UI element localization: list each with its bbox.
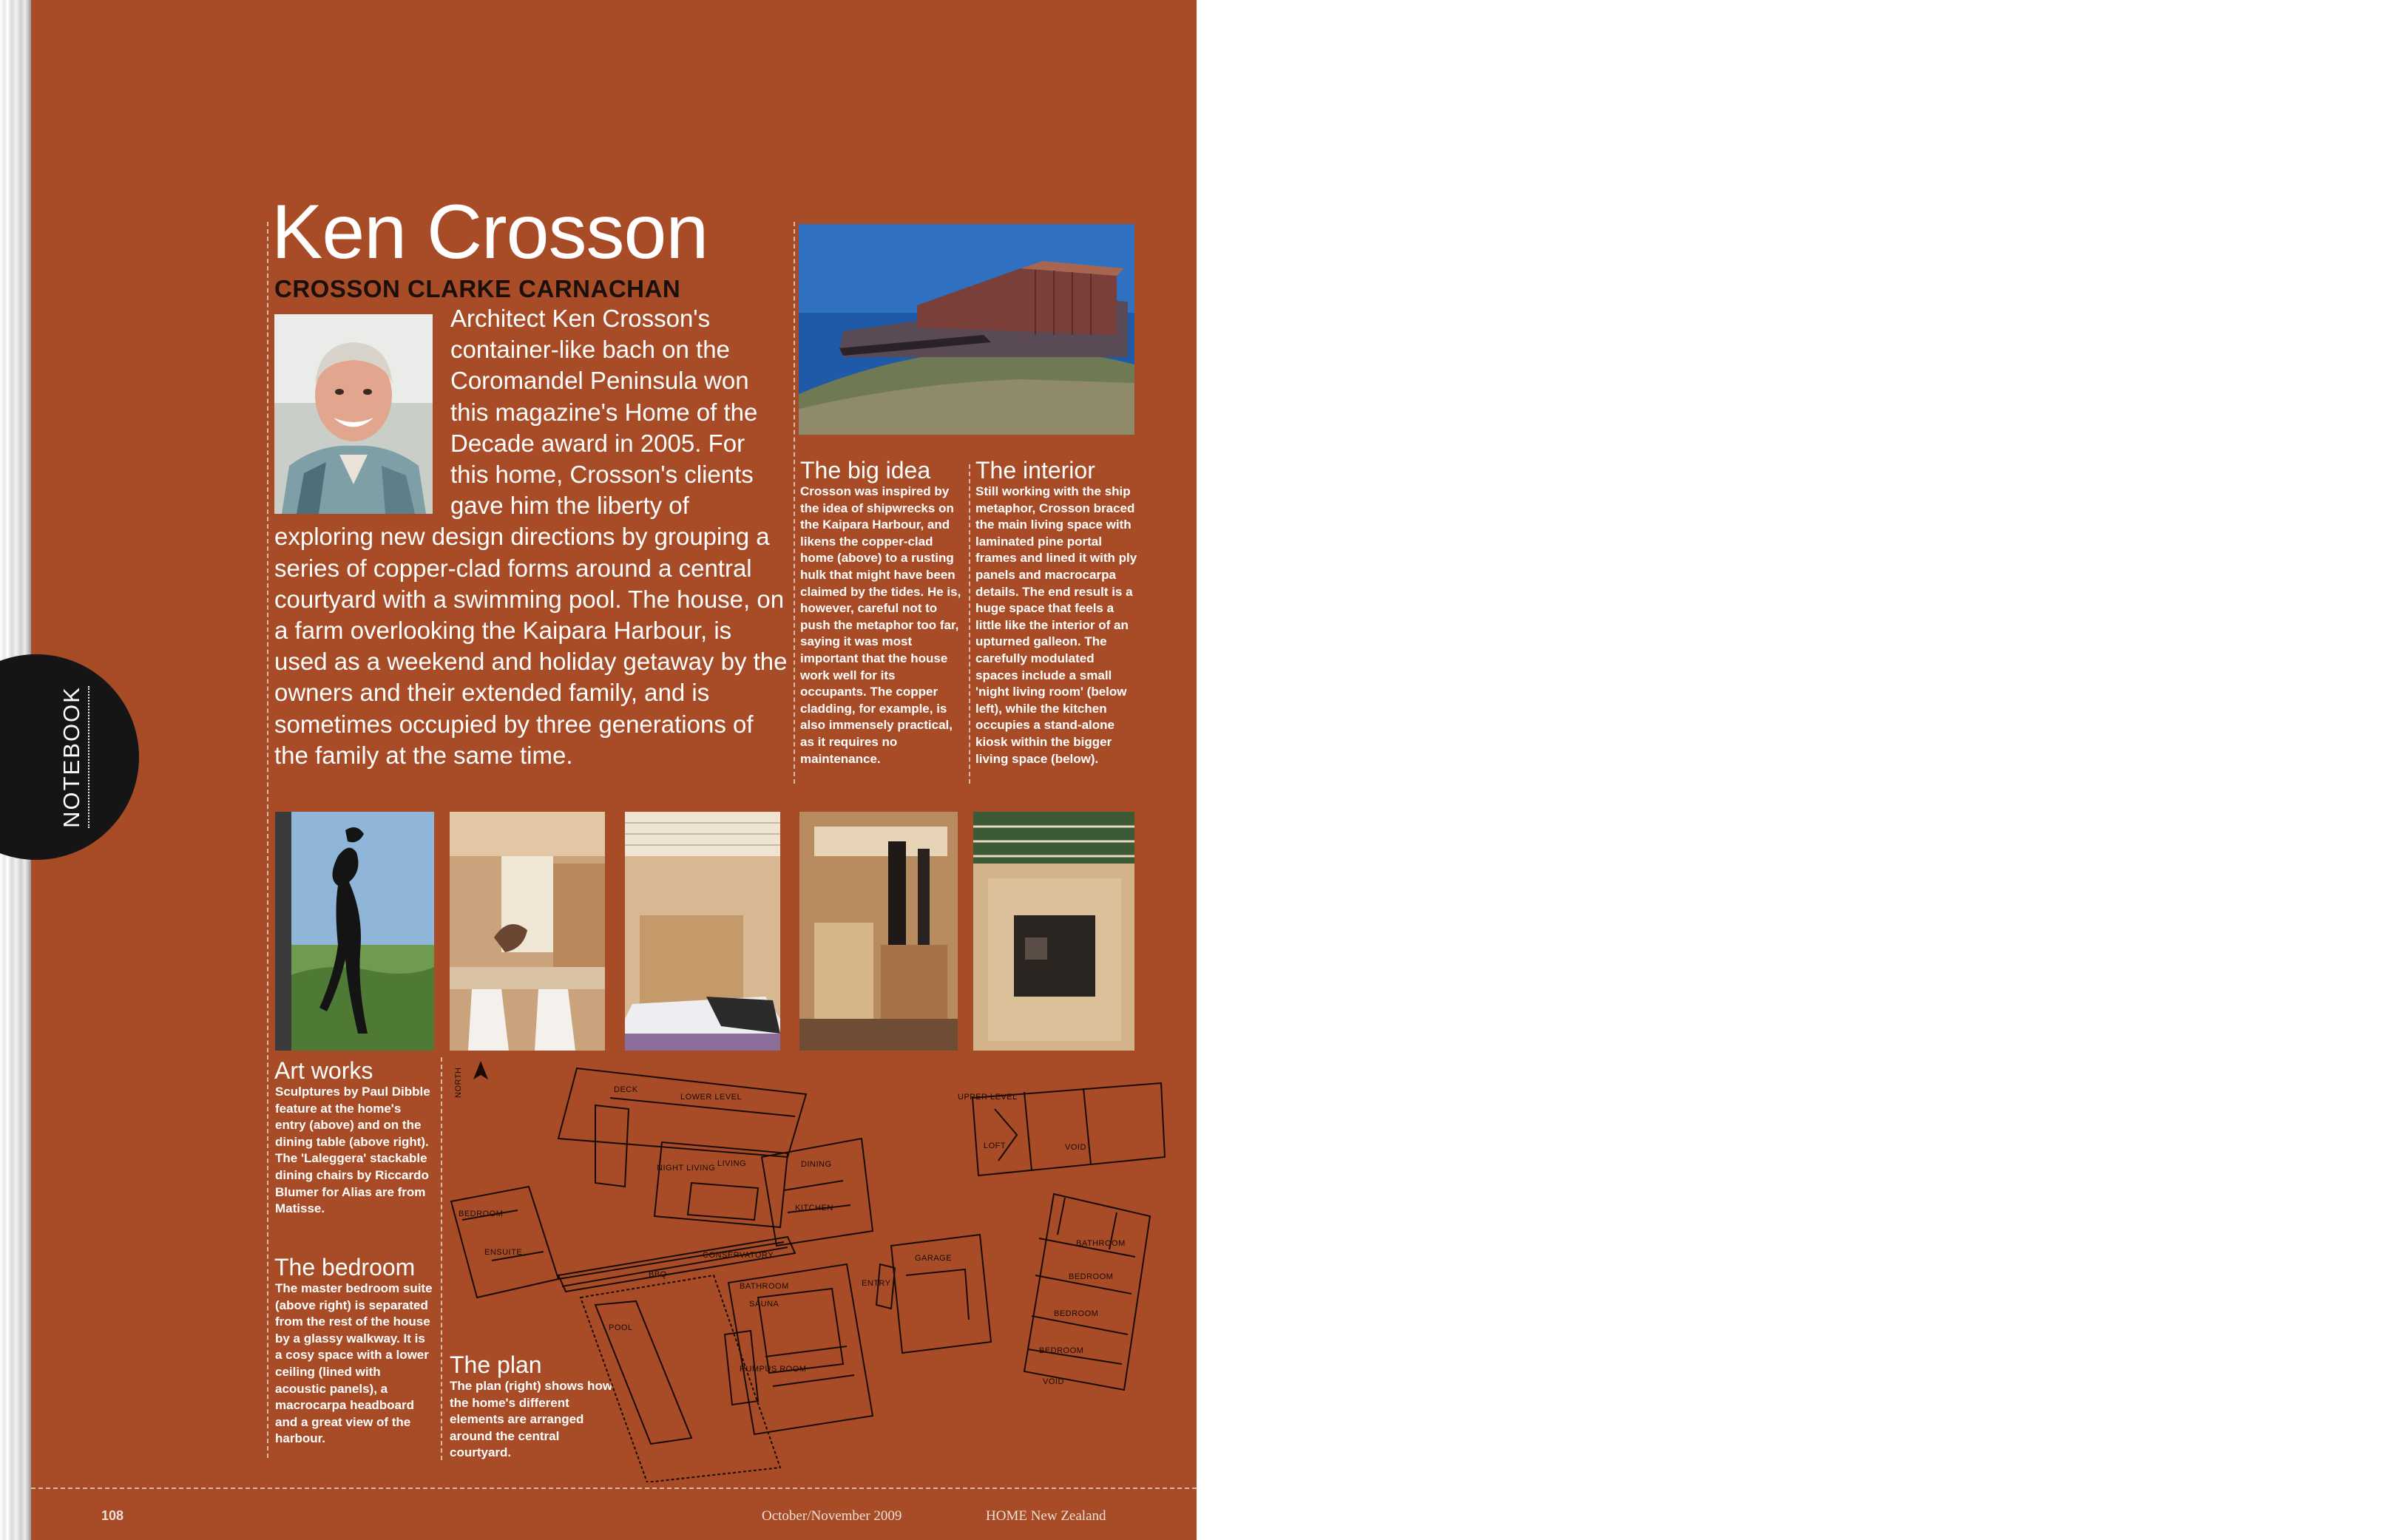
big-idea-heading: The big idea <box>800 457 931 484</box>
plan-level-lower: LOWER LEVEL <box>680 1093 743 1102</box>
bedroom-heading: The bedroom <box>274 1254 416 1280</box>
plan-room-upper-bedroom-1: BEDROOM <box>1069 1272 1114 1281</box>
plan-room-night-living: NIGHT LIVING <box>657 1164 716 1173</box>
bedroom-photo <box>625 812 780 1051</box>
architect-name: Ken Crosson <box>271 189 708 275</box>
plan-room-living: LIVING <box>717 1159 747 1168</box>
footer-rule <box>31 1488 1197 1489</box>
dining-photo <box>450 812 605 1051</box>
plan-text: The plan (right) shows how the home's different elements are arranged around the central courtyard. <box>450 1379 613 1460</box>
interior-heading: The interior <box>975 457 1095 484</box>
floor-plan <box>447 1054 1168 1482</box>
magazine-name: HOME New Zealand <box>986 1508 1106 1524</box>
plan-room-bbq: BBQ <box>649 1270 667 1279</box>
plan-room-bedroom: BEDROOM <box>459 1210 504 1218</box>
column-rule <box>267 222 268 1458</box>
plan-room-garage: GARAGE <box>915 1254 953 1263</box>
plan-room-ensuite: ENSUITE <box>484 1248 523 1257</box>
section-tab-label: NOTEBOOK <box>58 686 89 828</box>
art-works-text: Sculptures by Paul Dibble feature at the home's entry (above) and on the dining table (above right). The 'Laleggera' stackable dining chairs by Riccardo Blumer for Alias are from Matisse. <box>275 1085 430 1216</box>
column-rule <box>441 1057 442 1460</box>
column-rule <box>969 464 970 784</box>
plan-north-label: NORTH <box>454 1067 463 1098</box>
page-number: 108 <box>101 1508 124 1523</box>
kitchen-kiosk-photo <box>973 812 1134 1051</box>
plan-room-upper-bedroom-3: BEDROOM <box>1039 1346 1084 1355</box>
big-idea-text: Crosson was inspired by the idea of shipwrecks on the Kaipara Harbour, and likens the copper-clad home (above) to a rusting hulk that might have been claimed by the tides. He is, however, careful not to push the metaphor too far, saying it was most important that the house work well for its occupants. The copper cladding, for example, is also immensely practical, as it requires no maintenance. <box>800 484 961 766</box>
sculpture-photo <box>275 812 434 1051</box>
plan-room-upper-bedroom-2: BEDROOM <box>1054 1309 1099 1318</box>
bedroom-text: The master bedroom suite (above right) is separated from the rest of the house by a glassy walkway. It is a cosy space with a lower ceiling (lined with acoustic panels), a macrocarpa headboard and a great view of the harbour. <box>275 1281 433 1446</box>
issue-date: October/November 2009 <box>762 1508 902 1524</box>
plan-room-bathroom: BATHROOM <box>740 1282 789 1291</box>
plan-room-deck: DECK <box>614 1085 638 1094</box>
plan-room-pool: POOL <box>609 1323 633 1332</box>
plan-room-sauna: SAUNA <box>749 1300 779 1309</box>
plan-room-upper-void: VOID <box>1043 1377 1064 1386</box>
exterior-photo <box>799 224 1134 435</box>
plan-room-void: VOID <box>1065 1143 1086 1152</box>
column-rule <box>794 222 795 784</box>
plan-room-dining: DINING <box>801 1160 832 1169</box>
plan-level-upper: UPPER LEVEL <box>958 1093 1018 1102</box>
intro-paragraph: Architect Ken Crosson's container-like bach on the Coromandel Peninsula won this magazine's Home of the Decade award in 2005. For this home, Crosson's clients gave him the liberty of exploring new design directions by grouping a series of copper-clad forms around a central courtyard with a swimming pool. The house, on a farm overlooking the Kaipara Harbour, is used as a weekend and holiday getaway by the owners and their extended family, and is sometimes occupied by three generations of the family at the same time. <box>274 305 788 769</box>
plan-room-entry: ENTRY <box>862 1279 891 1288</box>
plan-room-loft: LOFT <box>984 1142 1007 1150</box>
art-works-heading: Art works <box>274 1057 373 1084</box>
firm-name: CROSSON CLARKE CARNACHAN <box>274 275 681 302</box>
plan-heading: The plan <box>450 1351 542 1378</box>
interior-text: Still working with the ship metaphor, Crosson braced the main living space with laminated pine portal frames and lined it with ply panels and macrocarpa details. The end result is a huge space that feels a little like the interior of an upturned galleon. The carefully modulated spaces include a small 'night living room' (below left), while the kitchen occupies a stand-alone kiosk within the bigger living space (below). <box>975 484 1137 766</box>
plan-room-upper-bathroom: BATHROOM <box>1076 1239 1126 1248</box>
plan-room-conservatory: CONSERVATORY <box>703 1251 774 1260</box>
living-photo <box>799 812 958 1051</box>
plan-room-kitchen: KITCHEN <box>795 1204 833 1212</box>
plan-room-rumpus: RUMPUS ROOM <box>740 1365 807 1374</box>
